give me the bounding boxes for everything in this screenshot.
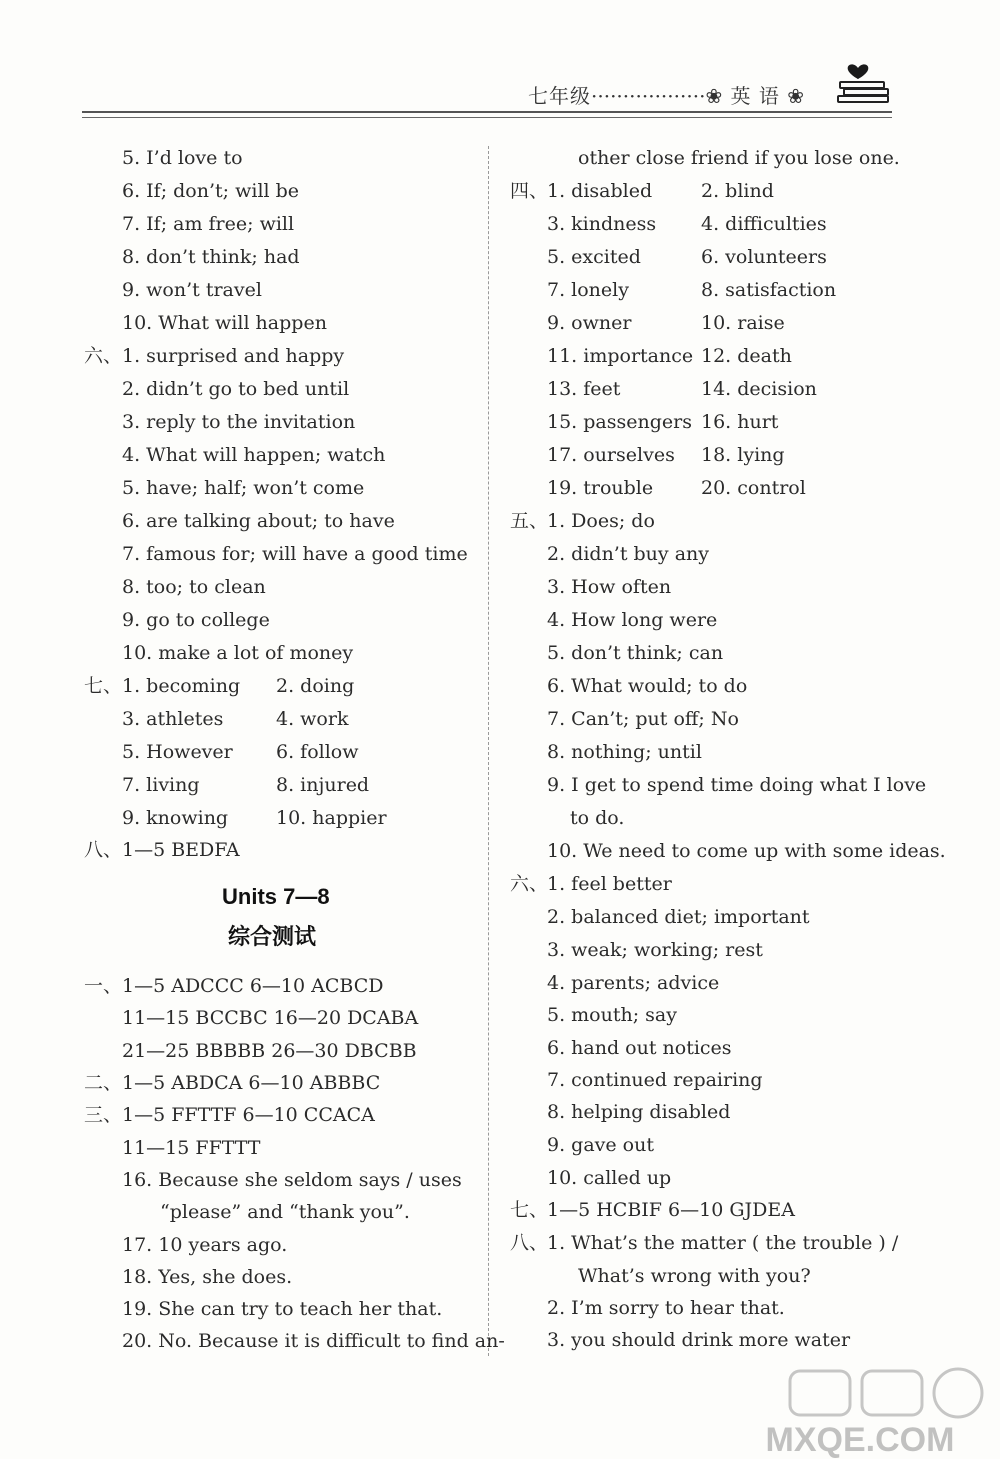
answer-line: 4. What will happen; watch: [122, 444, 386, 466]
answer-line: 1. feel better: [547, 873, 672, 895]
answer-line: 7. continued repairing: [547, 1069, 763, 1091]
unit-title: Units 7—8: [222, 884, 330, 909]
answer-line: What’s wrong with you?: [578, 1265, 811, 1287]
answer-line: 2. didn’t go to bed until: [122, 378, 350, 400]
section-marker: 六、: [84, 345, 123, 367]
answer-line: 8. injured: [276, 774, 370, 796]
column-divider: [488, 146, 489, 1356]
answer-line: 10. called up: [547, 1167, 672, 1189]
section-marker: 八、: [84, 839, 123, 861]
answer-line: 3. you should drink more water: [547, 1329, 851, 1351]
answer-line: 14. decision: [701, 378, 817, 400]
answer-line: 6. hand out notices: [547, 1037, 732, 1059]
answer-line: to do.: [570, 807, 625, 829]
section-marker: 四、: [510, 180, 549, 202]
answer-line: 9. won’t travel: [122, 279, 262, 301]
answer-line: 3. reply to the invitation: [122, 411, 356, 433]
answer-line: 1. becoming: [122, 675, 241, 697]
answer-line: 17. ourselves: [547, 444, 675, 466]
section-marker: 五、: [510, 510, 549, 532]
answer-line: 10. raise: [701, 312, 785, 334]
answer-line: 1. Does; do: [547, 510, 655, 532]
answer-line: 5. excited: [547, 246, 641, 268]
answer-line: 8. satisfaction: [701, 279, 837, 301]
answer-line: 2. I’m sorry to hear that.: [547, 1297, 785, 1319]
answer-line: 15. passengers: [547, 411, 692, 433]
answer-line: 7. lonely: [547, 279, 629, 301]
answer-line: 16. Because she seldom says / uses: [122, 1169, 462, 1191]
answer-line: 9. gave out: [547, 1134, 654, 1156]
answer-line: 6. are talking about; to have: [122, 510, 395, 532]
section-marker: 一、: [84, 975, 123, 997]
section-marker: 六、: [510, 873, 549, 895]
answer-line: 8. don’t think; had: [122, 246, 300, 268]
answer-line: 3. athletes: [122, 708, 224, 730]
answer-line: 5. I’d love to: [122, 147, 243, 169]
answer-line: 1. What’s the matter ( the trouble ) /: [547, 1232, 899, 1254]
answer-line: 7. famous for; will have a good time: [122, 543, 468, 565]
answer-line: 10. make a lot of money: [122, 642, 354, 664]
answer-line: 8. too; to clean: [122, 576, 266, 598]
watermark-text: MXQE.COM: [765, 1421, 955, 1459]
answer-line: 4. How long were: [547, 609, 718, 631]
answer-line: 19. trouble: [547, 477, 654, 499]
answer-line: 5. However: [122, 741, 233, 763]
answer-line: 13. feet: [547, 378, 621, 400]
answer-line: 10. What will happen: [122, 312, 327, 334]
answer-line: 2. doing: [276, 675, 355, 697]
answer-line: 6. What would; to do: [547, 675, 748, 697]
subject-label: ❀ 英 语 ❀: [705, 84, 806, 108]
answer-line: 6. If; don’t; will be: [122, 180, 300, 202]
answer-line: 9. owner: [547, 312, 632, 334]
unit-subtitle: 综合测试: [228, 924, 317, 949]
answer-line: 1—5 ADCCC 6—10 ACBCD: [122, 975, 384, 997]
answer-line: 17. 10 years ago.: [122, 1234, 288, 1256]
answer-line: 18. Yes, she does.: [122, 1266, 293, 1288]
answer-line: “please” and “thank you”.: [160, 1201, 410, 1223]
answer-line: 1. disabled: [547, 180, 653, 202]
answer-line: 3. kindness: [547, 213, 657, 235]
answer-line: 6. follow: [276, 741, 359, 763]
section-marker: 七、: [84, 675, 123, 697]
answer-line: 3. weak; working; rest: [547, 939, 763, 961]
answer-line: 7. Can’t; put off; No: [547, 708, 739, 730]
answer-line: 9. I get to spend time doing what I love: [547, 774, 927, 796]
answer-line: 1—5 BEDFA: [122, 839, 240, 861]
answer-line: 5. mouth; say: [547, 1004, 677, 1026]
answer-line: 19. She can try to teach her that.: [122, 1298, 443, 1320]
grade-label: 七年级: [528, 84, 591, 108]
section-marker: 二、: [84, 1072, 123, 1094]
page-header: [0, 0, 1000, 130]
answer-line: 1—5 HCBIF 6—10 GJDEA: [547, 1199, 795, 1221]
answer-line: 20. control: [701, 477, 806, 499]
answer-line: 20. No. Because it is difficult to find an-: [122, 1330, 505, 1352]
answer-line: 1—5 FFTTF 6—10 CCACA: [122, 1104, 375, 1126]
answer-line: 16. hurt: [701, 411, 779, 433]
answer-line: 10. happier: [276, 807, 387, 829]
answer-line: 12. death: [701, 345, 792, 367]
answer-line: 21—25 BBBBB 26—30 DBCBB: [122, 1040, 417, 1062]
answer-line: 4. work: [276, 708, 349, 730]
answer-line: 5. don’t think; can: [547, 642, 724, 664]
answer-line: 10. We need to come up with some ideas.: [547, 840, 946, 862]
header-rule-top: [82, 111, 892, 113]
answer-line: 8. nothing; until: [547, 741, 702, 763]
answer-line: 6. volunteers: [701, 246, 827, 268]
answer-line: 2. blind: [701, 180, 774, 202]
answer-line: 18. lying: [701, 444, 785, 466]
answer-line: 7. If; am free; will: [122, 213, 295, 235]
running-title: [528, 80, 805, 109]
answer-line: 7. living: [122, 774, 200, 796]
header-rule-bottom: [82, 117, 892, 118]
answer-line: 1—5 ABDCA 6—10 ABBBC: [122, 1072, 381, 1094]
answer-line: 2. didn’t buy any: [547, 543, 709, 565]
answer-line: 3. How often: [547, 576, 672, 598]
answer-line: 11—15 BCCBC 16—20 DCABA: [122, 1007, 419, 1029]
section-marker: 八、: [510, 1232, 549, 1254]
answer-line: 1. surprised and happy: [122, 345, 345, 367]
section-marker: 七、: [510, 1199, 549, 1221]
answer-line: 11—15 FFTTT: [122, 1137, 261, 1159]
watermark-logo: [700, 1365, 1000, 1459]
answer-line: 11. importance: [547, 345, 694, 367]
answer-line: 4. difficulties: [701, 213, 827, 235]
answer-line: other close friend if you lose one.: [578, 147, 900, 169]
section-marker: 三、: [84, 1104, 123, 1126]
book-heart-icon: [836, 58, 892, 106]
answer-line: 9. go to college: [122, 609, 270, 631]
answer-line: 5. have; half; won’t come: [122, 477, 365, 499]
answer-line: 2. balanced diet; important: [547, 906, 810, 928]
answer-line: 9. knowing: [122, 807, 229, 829]
answer-line: 8. helping disabled: [547, 1101, 731, 1123]
leader-dots: ··················: [591, 84, 706, 108]
answer-line: 4. parents; advice: [547, 972, 720, 994]
